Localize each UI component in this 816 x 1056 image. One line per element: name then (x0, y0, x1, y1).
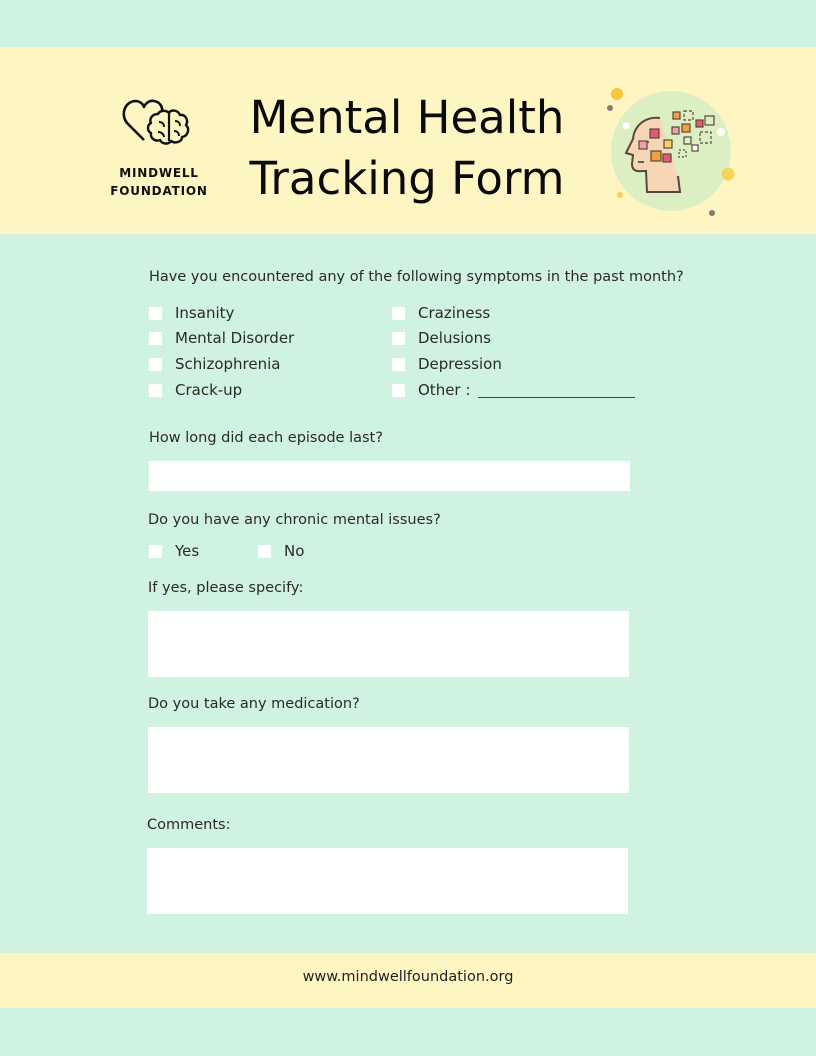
chronic-option-no[interactable] (258, 542, 304, 560)
option-label: Schizophrenia (175, 355, 281, 373)
option-label: No (284, 542, 305, 560)
option-label: Depression (418, 355, 502, 373)
checkbox[interactable] (392, 332, 405, 345)
question-episode-duration: How long did each episode last? (149, 430, 383, 446)
option-label: Mental Disorder (175, 329, 295, 347)
symptom-option-delusions[interactable] (392, 329, 491, 347)
symptom-option-crack-up[interactable] (149, 381, 242, 399)
logo-name-line2: FOUNDATION (110, 184, 208, 198)
symptom-option-schizophrenia[interactable] (149, 355, 280, 373)
checkbox[interactable] (392, 384, 405, 397)
option-label: Yes (175, 542, 200, 560)
heart-brain-logo-icon (122, 96, 194, 158)
checkbox[interactable] (392, 307, 405, 320)
symptom-option-other[interactable] (392, 381, 635, 399)
symptom-option-insanity[interactable] (149, 304, 234, 322)
option-label: Craziness (418, 304, 491, 322)
checkbox[interactable] (149, 545, 162, 558)
option-label: Other : (418, 381, 471, 399)
symptom-option-craziness[interactable] (392, 304, 490, 322)
question-comments: Comments: (147, 817, 231, 833)
medication-field[interactable] (148, 727, 629, 793)
checkbox[interactable] (149, 384, 162, 397)
checkbox[interactable] (149, 358, 162, 371)
chronic-option-yes[interactable] (149, 542, 199, 560)
question-symptoms: Have you encountered any of the following symptoms in the past month? (149, 269, 684, 285)
comments-field[interactable] (147, 848, 628, 914)
other-specify-line[interactable] (478, 397, 635, 398)
footer-website-link[interactable]: www.mindwellfoundation.org (302, 969, 514, 985)
checkbox[interactable] (258, 545, 271, 558)
episode-duration-field[interactable] (149, 461, 630, 491)
checkbox[interactable] (392, 358, 405, 371)
page-title-line2: Tracking Form (249, 152, 565, 205)
option-label: Insanity (175, 304, 235, 322)
logo-name-line1: MINDWELL (119, 166, 199, 180)
symptom-option-depression[interactable] (392, 355, 502, 373)
specify-field[interactable] (148, 611, 629, 677)
option-label: Delusions (418, 329, 491, 347)
question-chronic-issues: Do you have any chronic mental issues? (148, 512, 441, 528)
head-pixels-illustration-icon (600, 84, 742, 220)
page-title-line1: Mental Health (249, 91, 565, 144)
question-specify: If yes, please specify: (148, 580, 304, 596)
checkbox[interactable] (149, 307, 162, 320)
checkbox[interactable] (149, 332, 162, 345)
symptom-option-mental-disorder[interactable] (149, 329, 294, 347)
option-label: Crack-up (175, 381, 243, 399)
question-medication: Do you take any medication? (148, 696, 360, 712)
